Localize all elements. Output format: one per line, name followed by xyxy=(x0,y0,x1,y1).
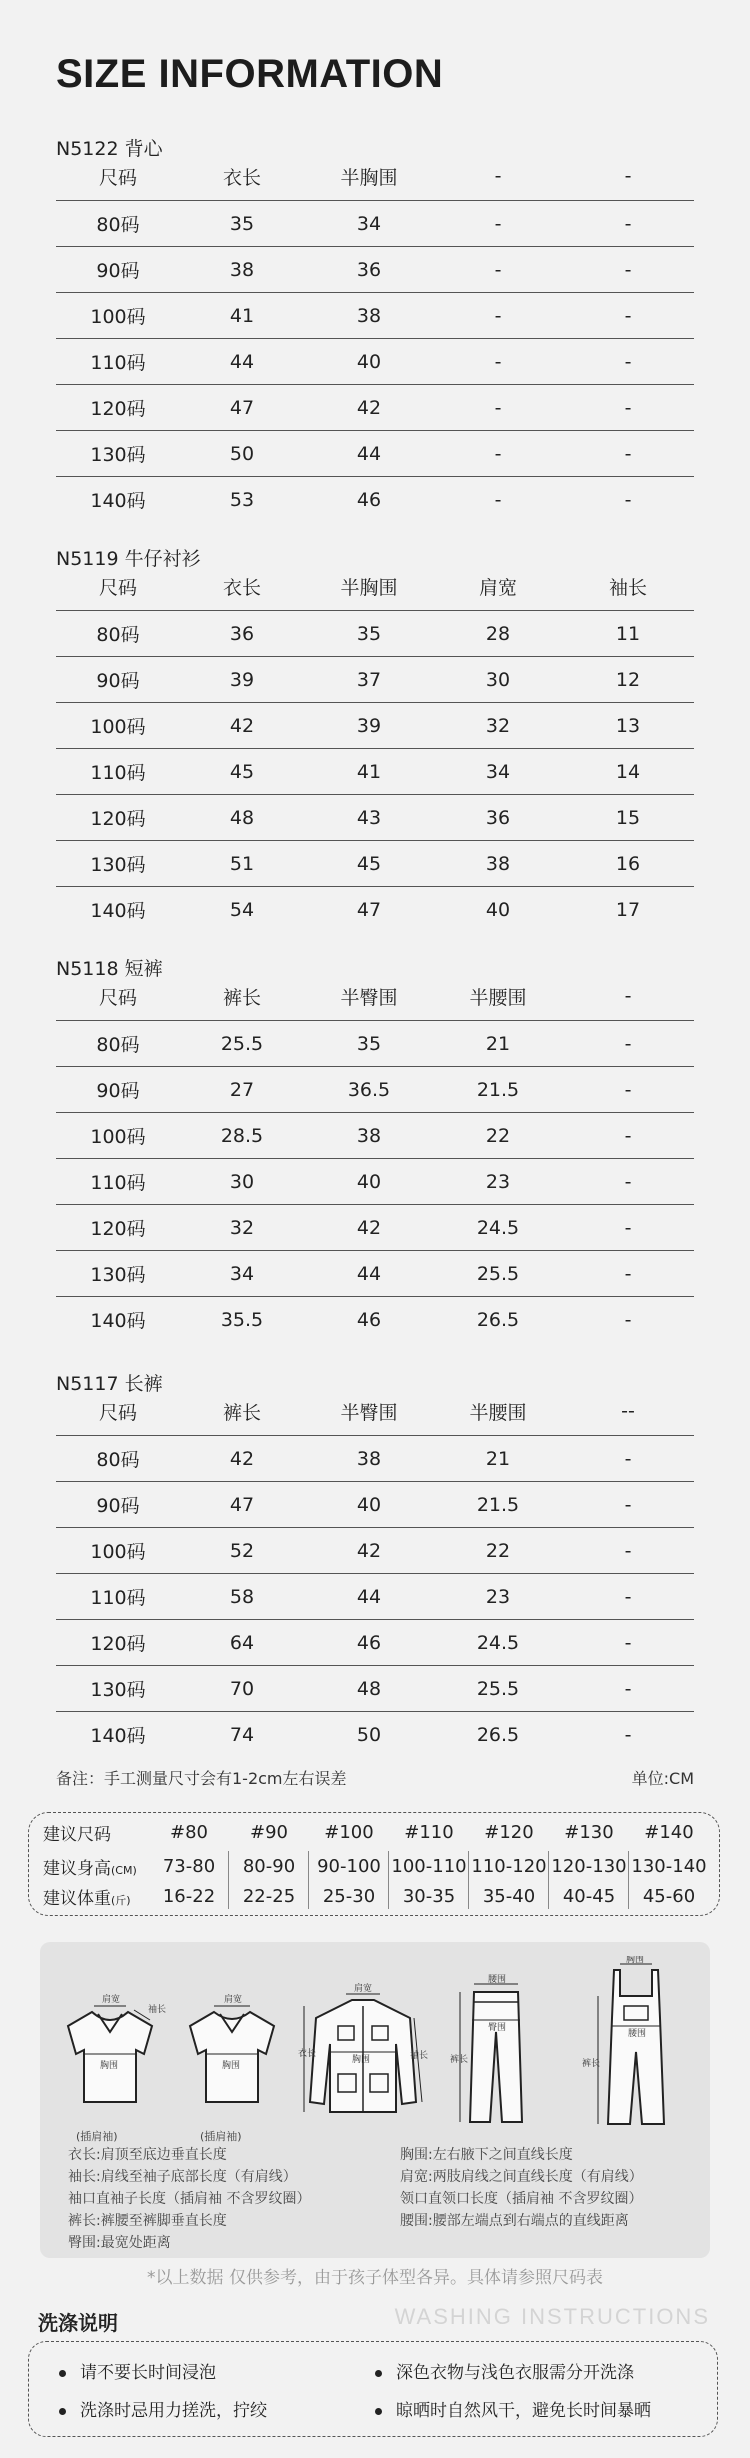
table-cell: 100码 xyxy=(90,1126,146,1148)
table-cell: 25.5 xyxy=(220,1032,264,1055)
table-cell: 13 xyxy=(615,714,641,737)
weight-value: 30-35 xyxy=(402,1885,456,1907)
trousers-icon xyxy=(450,1972,540,2132)
header-cell: 尺码 xyxy=(98,166,137,189)
height-value: 73-80 xyxy=(162,1855,216,1877)
size-value: #90 xyxy=(250,1821,288,1843)
table-header xyxy=(56,572,694,600)
fig3-label: 衣长 xyxy=(298,2049,317,2059)
table-row xyxy=(56,384,694,430)
table-cell: 80码 xyxy=(96,1034,140,1056)
washing-item xyxy=(375,2358,634,2383)
table-cell: 26.5 xyxy=(476,1308,520,1331)
row-label-unit: (斤) xyxy=(111,1893,131,1907)
table-cell: 120码 xyxy=(90,808,146,830)
measurement-note: 备注：手工测量尺寸会有1-2cm左右误差 xyxy=(56,1769,347,1788)
fig2-label: 胸围 xyxy=(222,2061,241,2071)
table-title: N5122 背心 xyxy=(56,138,163,160)
table-cell: 22 xyxy=(485,1124,511,1147)
table-cell: 38 xyxy=(229,258,255,281)
row-label xyxy=(29,1884,149,1909)
table-cell: 17 xyxy=(615,898,641,921)
suggest-row-size xyxy=(29,1817,709,1847)
fig3-label: 袖长 xyxy=(410,2051,428,2061)
table-cell: - xyxy=(494,396,502,419)
table-cell: 28 xyxy=(485,622,511,645)
washing-item xyxy=(59,2358,216,2383)
table-header xyxy=(56,982,694,1010)
table-row xyxy=(56,1158,694,1204)
column-divider xyxy=(468,1851,469,1909)
table-cell: 42 xyxy=(356,1539,382,1562)
table-row xyxy=(56,794,694,840)
table-cell: 90码 xyxy=(96,670,140,692)
table-cell: 120码 xyxy=(90,398,146,420)
table-cell: 90码 xyxy=(96,1080,140,1102)
header-cell: 半胸围 xyxy=(340,166,398,189)
table-cell: - xyxy=(624,1539,632,1562)
table-cell: 40 xyxy=(356,350,382,373)
row-label-text: 建议身高 xyxy=(43,1858,111,1879)
fig5-label: 裤长 xyxy=(582,2059,601,2069)
table-title: N5118 短裤 xyxy=(56,958,163,980)
table-cell: 14 xyxy=(615,760,641,783)
page-title: SIZE INFORMATION xyxy=(56,52,444,96)
washing-title-en: WASHING INSTRUCTIONS xyxy=(394,2304,710,2329)
table-cell: 21.5 xyxy=(476,1078,520,1101)
header-cell: -- xyxy=(621,1400,635,1422)
table-cell: 140码 xyxy=(90,900,146,922)
table-cell: - xyxy=(624,1447,632,1470)
header-cell: 半臀围 xyxy=(340,1401,398,1424)
definition-line: 臀围:最宽处距离 xyxy=(68,2235,171,2251)
table-cell: 50 xyxy=(356,1723,382,1746)
table-cell: - xyxy=(624,396,632,419)
table-cell: 110码 xyxy=(90,1172,146,1194)
table-cell: 34 xyxy=(485,760,511,783)
table-cell: 28.5 xyxy=(220,1124,264,1147)
table-cell: 80码 xyxy=(96,214,140,236)
washing-item-text: 请不要长时间浸泡 xyxy=(80,2363,216,2383)
fig2-label: 肩宽 xyxy=(224,1995,243,2005)
table-row xyxy=(56,1020,694,1066)
header-cell: 半臀围 xyxy=(340,986,398,1009)
table-cell: 34 xyxy=(356,212,382,235)
height-value: 80-90 xyxy=(242,1855,296,1877)
washing-instructions-box xyxy=(28,2341,718,2437)
size-table-shorts xyxy=(56,956,694,1342)
size-value: #120 xyxy=(484,1821,534,1843)
table-cell: 42 xyxy=(356,396,382,419)
table-cell: 58 xyxy=(229,1585,255,1608)
header-cell: - xyxy=(494,165,502,187)
definitions-right xyxy=(400,2144,643,2232)
table-row xyxy=(56,1435,694,1481)
table-cell: 44 xyxy=(356,1262,382,1285)
suggested-size-box xyxy=(28,1812,720,1916)
table-row xyxy=(56,840,694,886)
table-cell: 12 xyxy=(615,668,641,691)
measurement-diagram xyxy=(40,1942,710,2258)
table-cell: - xyxy=(624,1308,632,1331)
table-row xyxy=(56,1573,694,1619)
table-cell: 140码 xyxy=(90,1725,146,1747)
table-cell: 90码 xyxy=(96,260,140,282)
table-cell: 45 xyxy=(229,760,255,783)
definition-line: 裤长:裤腰至裤脚垂直长度 xyxy=(68,2213,227,2229)
definition-line: 肩宽:两肢肩线之间直线长度（有肩线） xyxy=(400,2169,643,2185)
fig2-caption: (插肩袖) xyxy=(200,2130,242,2143)
table-cell: 120码 xyxy=(90,1633,146,1655)
size-value: #80 xyxy=(170,1821,208,1843)
table-cell: 44 xyxy=(356,442,382,465)
table-cell: - xyxy=(624,1078,632,1101)
table-cell: 36.5 xyxy=(347,1078,391,1101)
table-cell: 90码 xyxy=(96,1495,140,1517)
bullet-icon xyxy=(375,2370,382,2377)
table-cell: 45 xyxy=(356,852,382,875)
unit-note: 单位:CM xyxy=(631,1769,694,1788)
table-cell: 43 xyxy=(356,806,382,829)
table-cell: 100码 xyxy=(90,716,146,738)
fig5-label: 胸围 xyxy=(626,1956,645,1965)
definition-line: 衣长:肩顶至底边垂直长度 xyxy=(68,2147,227,2163)
table-cell: 44 xyxy=(229,350,255,373)
table-cell: - xyxy=(624,350,632,373)
table-cell: 140码 xyxy=(90,490,146,512)
definition-line: 袖长:肩线至袖子底部长度（有肩线） xyxy=(68,2169,297,2185)
table-cell: - xyxy=(494,258,502,281)
bullet-icon xyxy=(375,2408,382,2415)
table-cell: 100码 xyxy=(90,306,146,328)
table-cell: 70 xyxy=(229,1677,255,1700)
height-value: 130-140 xyxy=(631,1855,707,1877)
table-cell: 35 xyxy=(229,212,255,235)
table-cell: - xyxy=(624,258,632,281)
table-cell: 41 xyxy=(229,304,255,327)
table-cell: - xyxy=(624,442,632,465)
header-cell: - xyxy=(624,165,632,187)
overalls-icon xyxy=(580,1956,690,2136)
table-cell: 42 xyxy=(229,714,255,737)
table-cell: 32 xyxy=(485,714,511,737)
jacket-icon xyxy=(298,1982,428,2122)
washing-item-text: 深色衣物与浅色衣服需分开洗涤 xyxy=(396,2363,634,2383)
table-cell: 24.5 xyxy=(476,1631,520,1654)
table-cell: 22 xyxy=(485,1539,511,1562)
table-cell: 46 xyxy=(356,1631,382,1654)
table-cell: 80码 xyxy=(96,1449,140,1471)
table-cell: 36 xyxy=(485,806,511,829)
table-cell: 16 xyxy=(615,852,641,875)
table-cell: 30 xyxy=(485,668,511,691)
table-cell: 52 xyxy=(229,1539,255,1562)
fig1-label: 袖长 xyxy=(148,2005,166,2015)
table-cell: 36 xyxy=(356,258,382,281)
fig1-label: 肩宽 xyxy=(102,1995,121,2005)
table-cell: 140码 xyxy=(90,1310,146,1332)
column-divider xyxy=(228,1851,229,1909)
table-row xyxy=(56,656,694,702)
table-cell: 53 xyxy=(229,488,255,511)
washing-item-text: 洗涤时忌用力搓洗，拧绞 xyxy=(80,2401,267,2421)
table-cell: 41 xyxy=(356,760,382,783)
table-row xyxy=(56,702,694,748)
table-cell: 21 xyxy=(485,1032,511,1055)
table-cell: - xyxy=(624,1631,632,1654)
table-cell: - xyxy=(624,1170,632,1193)
header-cell: 半腰围 xyxy=(469,986,527,1009)
table-row xyxy=(56,292,694,338)
table-cell: 47 xyxy=(356,898,382,921)
size-value: #130 xyxy=(564,1821,614,1843)
table-cell: 24.5 xyxy=(476,1216,520,1239)
table-cell: - xyxy=(624,1032,632,1055)
table-cell: - xyxy=(624,1124,632,1147)
header-cell: 袖长 xyxy=(608,576,647,599)
table-cell: - xyxy=(624,1262,632,1285)
fig3-label: 肩宽 xyxy=(354,1984,373,1994)
table-cell: 74 xyxy=(229,1723,255,1746)
table-header xyxy=(56,1397,694,1425)
table-row xyxy=(56,1296,694,1342)
table-title: N5119 牛仔衬衫 xyxy=(56,548,201,570)
column-divider xyxy=(628,1851,629,1909)
definition-line: 腰围:腰部左端点到右端点的直线距离 xyxy=(400,2213,629,2229)
table-cell: 21 xyxy=(485,1447,511,1470)
table-cell: 50 xyxy=(229,442,255,465)
washing-item xyxy=(59,2396,267,2421)
weight-value: 40-45 xyxy=(562,1885,616,1907)
table-row xyxy=(56,1711,694,1757)
header-cell: 半腰围 xyxy=(469,1401,527,1424)
table-cell: 15 xyxy=(615,806,641,829)
table-cell: - xyxy=(624,212,632,235)
table-cell: - xyxy=(494,442,502,465)
raglan-tshirt-icon xyxy=(54,1992,166,2110)
size-table-trousers xyxy=(56,1371,694,1757)
table-cell: 80码 xyxy=(96,624,140,646)
size-table-denim-shirt xyxy=(56,546,694,932)
weight-value: 25-30 xyxy=(322,1885,376,1907)
header-cell: 半胸围 xyxy=(340,576,398,599)
column-divider xyxy=(388,1851,389,1909)
fig3-label: 胸围 xyxy=(352,2055,371,2065)
table-cell: 26.5 xyxy=(476,1723,520,1746)
table-cell: - xyxy=(624,1677,632,1700)
table-cell: 40 xyxy=(485,898,511,921)
table-cell: - xyxy=(624,1723,632,1746)
fig1-label: 胸围 xyxy=(100,2061,119,2071)
table-cell: 100码 xyxy=(90,1541,146,1563)
table-cell: 38 xyxy=(485,852,511,875)
washing-item xyxy=(375,2396,651,2421)
definition-line: 袖口直袖子长度（插肩袖 不含罗纹圈） xyxy=(68,2191,311,2207)
table-cell: - xyxy=(624,304,632,327)
table-cell: 21.5 xyxy=(476,1493,520,1516)
table-row xyxy=(56,1066,694,1112)
table-row xyxy=(56,748,694,794)
suggest-row-weight xyxy=(29,1881,709,1911)
table-row xyxy=(56,430,694,476)
weight-value: 45-60 xyxy=(642,1885,696,1907)
table-row xyxy=(56,1481,694,1527)
table-cell: 32 xyxy=(229,1216,255,1239)
table-row xyxy=(56,246,694,292)
washing-title: 洗涤说明 xyxy=(38,2311,118,2335)
table-cell: 23 xyxy=(485,1170,511,1193)
table-cell: 47 xyxy=(229,1493,255,1516)
row-label-unit: (CM) xyxy=(111,1863,137,1877)
table-cell: 48 xyxy=(356,1677,382,1700)
suggest-row-height xyxy=(29,1851,709,1881)
table-row xyxy=(56,1619,694,1665)
table-row xyxy=(56,1527,694,1573)
table-row xyxy=(56,610,694,656)
table-cell: 34 xyxy=(229,1262,255,1285)
header-cell: 尺码 xyxy=(98,986,137,1009)
table-cell: 11 xyxy=(615,622,641,645)
height-value: 100-110 xyxy=(391,1855,467,1877)
bullet-icon xyxy=(59,2370,66,2377)
height-value: 90-100 xyxy=(317,1855,381,1877)
fig4-label: 臀围 xyxy=(488,2023,507,2033)
table-cell: 38 xyxy=(356,1124,382,1147)
table-cell: 39 xyxy=(229,668,255,691)
bullet-icon xyxy=(59,2408,66,2415)
table-cell: 130码 xyxy=(90,1679,146,1701)
disclaimer: *以上数据 仅供参考，由于孩子体型各异。具体请参照尺码表 xyxy=(147,2268,603,2288)
row-label xyxy=(29,1854,149,1879)
weight-value: 35-40 xyxy=(482,1885,536,1907)
header-cell: 衣长 xyxy=(222,576,261,599)
table-cell: 48 xyxy=(229,806,255,829)
table-cell: 120码 xyxy=(90,1218,146,1240)
table-cell: - xyxy=(624,1216,632,1239)
table-cell: - xyxy=(494,488,502,511)
table-cell: 25.5 xyxy=(476,1262,520,1285)
table-cell: 130码 xyxy=(90,854,146,876)
table-cell: - xyxy=(494,304,502,327)
table-cell: 46 xyxy=(356,1308,382,1331)
table-cell: 110码 xyxy=(90,762,146,784)
table-cell: 42 xyxy=(229,1447,255,1470)
table-cell: - xyxy=(494,212,502,235)
table-row xyxy=(56,1250,694,1296)
table-cell: 42 xyxy=(356,1216,382,1239)
table-cell: 51 xyxy=(229,852,255,875)
table-cell: 25.5 xyxy=(476,1677,520,1700)
table-cell: 36 xyxy=(229,622,255,645)
row-label-text: 建议体重 xyxy=(43,1888,111,1909)
table-cell: 35 xyxy=(356,622,382,645)
table-cell: 39 xyxy=(356,714,382,737)
height-value: 110-120 xyxy=(471,1855,547,1877)
header-cell: 肩宽 xyxy=(478,576,517,599)
table-cell: - xyxy=(494,350,502,373)
column-divider xyxy=(308,1851,309,1909)
table-cell: 130码 xyxy=(90,1264,146,1286)
table-cell: 40 xyxy=(356,1493,382,1516)
header-cell: - xyxy=(624,985,632,1007)
table-title: N5117 长裤 xyxy=(56,1373,163,1395)
weight-value: 22-25 xyxy=(242,1885,296,1907)
table-cell: 46 xyxy=(356,488,382,511)
table-cell: 110码 xyxy=(90,1587,146,1609)
table-cell: 35.5 xyxy=(220,1308,264,1331)
fig4-label: 裤长 xyxy=(450,2055,469,2065)
table-row xyxy=(56,1204,694,1250)
header-cell: 裤长 xyxy=(222,1401,261,1424)
size-value: #140 xyxy=(644,1821,694,1843)
table-cell: 40 xyxy=(356,1170,382,1193)
table-cell: - xyxy=(624,1493,632,1516)
table-row xyxy=(56,476,694,522)
table-cell: 27 xyxy=(229,1078,255,1101)
header-cell: 尺码 xyxy=(98,1401,137,1424)
header-cell: 裤长 xyxy=(222,986,261,1009)
table-cell: - xyxy=(624,1585,632,1608)
row-label: 建议尺码 xyxy=(43,1824,111,1845)
header-cell: 衣长 xyxy=(222,166,261,189)
table-cell: 37 xyxy=(356,668,382,691)
size-table-vest xyxy=(56,136,694,522)
size-value: #110 xyxy=(404,1821,454,1843)
table-cell: 54 xyxy=(229,898,255,921)
table-row xyxy=(56,1112,694,1158)
table-cell: 38 xyxy=(356,304,382,327)
table-cell: 47 xyxy=(229,396,255,419)
tshirt-icon xyxy=(176,1992,288,2110)
header-cell: 尺码 xyxy=(98,576,137,599)
table-cell: 64 xyxy=(229,1631,255,1654)
table-row xyxy=(56,1665,694,1711)
table-cell: 38 xyxy=(356,1447,382,1470)
definition-line: 领口直领口长度（插肩袖 不含罗纹圈） xyxy=(400,2191,643,2207)
table-cell: 44 xyxy=(356,1585,382,1608)
fig4-label: 腰围 xyxy=(488,1975,507,1985)
table-cell: 30 xyxy=(229,1170,255,1193)
weight-value: 16-22 xyxy=(162,1885,216,1907)
table-cell: 130码 xyxy=(90,444,146,466)
table-header xyxy=(56,162,694,190)
size-value: #100 xyxy=(324,1821,374,1843)
table-row xyxy=(56,338,694,384)
table-row xyxy=(56,886,694,932)
table-cell: 110码 xyxy=(90,352,146,374)
definition-line: 胸围:左右腋下之间直线长度 xyxy=(400,2147,573,2163)
fig1-caption: (插肩袖) xyxy=(76,2130,118,2143)
table-cell: 35 xyxy=(356,1032,382,1055)
table-cell: - xyxy=(624,488,632,511)
definitions-left xyxy=(68,2144,310,2254)
table-cell: 23 xyxy=(485,1585,511,1608)
fig5-label: 腰围 xyxy=(628,2029,647,2039)
height-value: 120-130 xyxy=(551,1855,627,1877)
washing-item-text: 晾晒时自然风干，避免长时间暴晒 xyxy=(396,2401,651,2421)
table-row xyxy=(56,200,694,246)
column-divider xyxy=(548,1851,549,1909)
